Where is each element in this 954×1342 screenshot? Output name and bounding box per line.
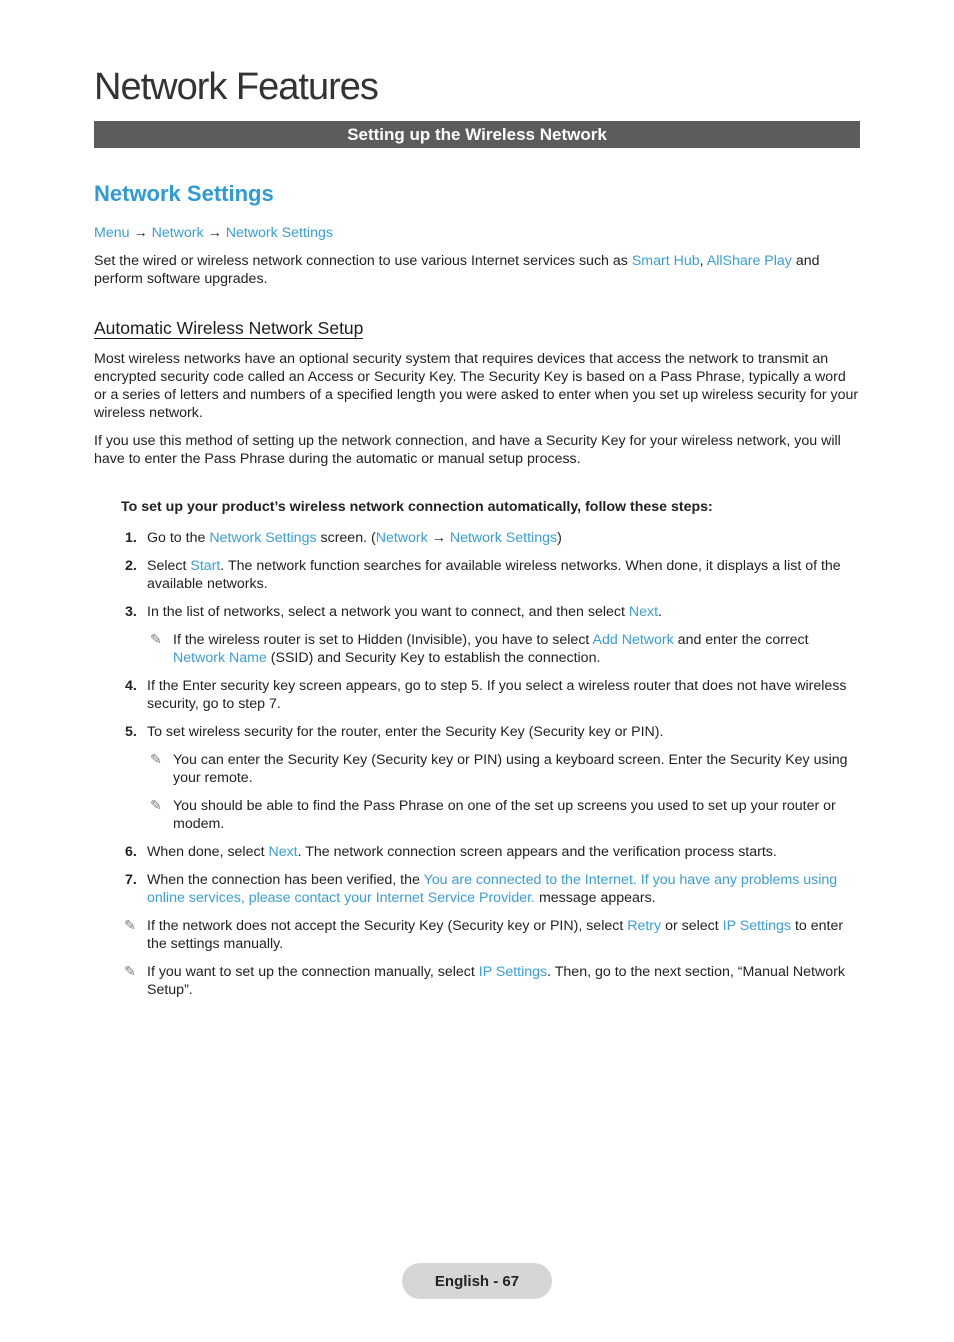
text: ) [557,530,562,546]
pencil-note-icon: ✎ [150,632,162,648]
subheading: Automatic Wireless Network Setup [94,318,364,338]
section-header-bar [94,121,860,148]
text: If the Enter security key screen appears, go to step 5. If you select a wireless router that does not have wireless security, go to step 7. [147,678,847,712]
text: Select [147,558,191,574]
step-3 [94,603,860,621]
step-number: 1. [125,530,137,546]
text: . The network function searches for available wireless networks. When done, it displays a list of the available networks. [147,558,841,592]
smart-hub-link[interactable]: Smart Hub [631,253,700,269]
step-4 [94,677,860,713]
text: , [699,253,707,269]
step-number: 4. [125,678,137,694]
next-link[interactable]: Next [628,604,659,620]
page-number-label: English - 67 [434,1272,520,1290]
retry-link[interactable]: Retry [627,918,662,934]
page-content [94,178,860,1009]
ip-settings-link[interactable]: IP Settings [722,918,792,934]
step-5 [94,723,860,741]
section-heading: Network Settings [94,181,274,206]
note-hidden-router [94,631,860,667]
text: Go to the [147,530,210,546]
step-number: 5. [125,724,137,740]
text: . Then, go to the next section, “Manual Network Setup”. [147,964,845,998]
menu-link[interactable]: Menu [94,225,130,241]
ip-settings-link[interactable]: IP Settings [478,964,548,980]
text: to enter the settings manually. [147,918,844,952]
text: or select [661,918,723,934]
text: To set wireless security for the router, enter the Security Key (Security key or PIN). [147,724,664,740]
step-number: 6. [125,844,137,860]
step-6 [94,843,860,861]
note-pass-phrase [94,797,860,833]
pencil-note-icon: ✎ [150,798,162,814]
text: When the connection has been verified, the [147,872,424,888]
step-number: 3. [125,604,137,620]
network-settings-link[interactable]: Network Settings [209,530,317,546]
text: message appears. [535,890,656,906]
section-header-label: Setting up the Wireless Network [347,124,607,144]
pencil-note-icon: ✎ [150,752,162,768]
text: If the network does not accept the Security Key (Security key or PIN), select [147,918,628,934]
note-manual-setup [94,963,860,999]
network-name-link[interactable]: Network Name [173,650,267,666]
steps-intro: To set up your product’s wireless network connection automatically, follow these steps: [121,499,713,515]
arrow-separator: → [203,225,226,241]
paragraph-pass-phrase: If you use this method of setting up the network connection, and have a Security Key for your wireless network, you will have to enter the Pass Phrase during the automatic or manual setup process. [94,433,841,467]
network-link[interactable]: Network [375,530,428,546]
pencil-note-icon: ✎ [124,964,136,980]
text: If the wireless router is set to Hidden (Invisible), you have to select [173,632,593,648]
pencil-note-icon: ✎ [124,918,136,934]
arrow-separator: → [129,225,152,241]
note-keyboard [94,751,860,787]
arrow-separator: → [427,530,450,546]
step-number: 7. [125,872,137,888]
step-7 [94,871,860,907]
text: and enter the correct [673,632,809,648]
step-1 [94,529,860,547]
network-link[interactable]: Network [151,225,204,241]
text: . The network connection screen appears and the verification process starts. [297,844,777,860]
page-title: Network Features [94,66,378,108]
intro-paragraph [94,252,860,288]
text: You should be able to find the Pass Phrase on one of the set up screens you used to set up your router or modem. [173,798,836,832]
start-link[interactable]: Start [190,558,221,574]
text: You can enter the Security Key (Security key or PIN) using a keyboard screen. Enter the Security Key using your remote. [173,752,848,786]
note-retry [94,917,860,953]
step-number: 2. [125,558,137,574]
text: screen. ( [316,530,376,546]
text: . [658,604,662,620]
text: If you want to set up the connection manually, select [147,964,479,980]
menu-path [94,224,860,242]
text: In the list of networks, select a network you want to connect, and then select [147,604,629,620]
next-link[interactable]: Next [268,844,298,860]
step-2 [94,557,860,593]
network-settings-link[interactable]: Network Settings [449,530,558,546]
text: When done, select [147,844,269,860]
paragraph-security-key: Most wireless networks have an optional security system that requires devices that access the network to transmit an encrypted security code called an Access or Security Key. The Security Key is based on a Pass Phrase, typically a word or a series of letters and numbers of a specified length you were asked to enter when you set up wireless security for your wireless network. [94,351,859,421]
connected-message-link[interactable]: You are connected to the Internet. If you have any problems using online services, please contact your Internet Service Provider. [147,872,838,906]
text: and perform software upgrades. [94,253,820,287]
network-settings-link[interactable]: Network Settings [225,225,333,241]
text: (SSID) and Security Key to establish the connection. [266,650,601,666]
add-network-link[interactable]: Add Network [592,632,674,648]
page-number-badge [402,1263,552,1299]
text: Set the wired or wireless network connection to use various Internet services such as [94,253,632,269]
allshare-play-link[interactable]: AllShare Play [706,253,792,269]
